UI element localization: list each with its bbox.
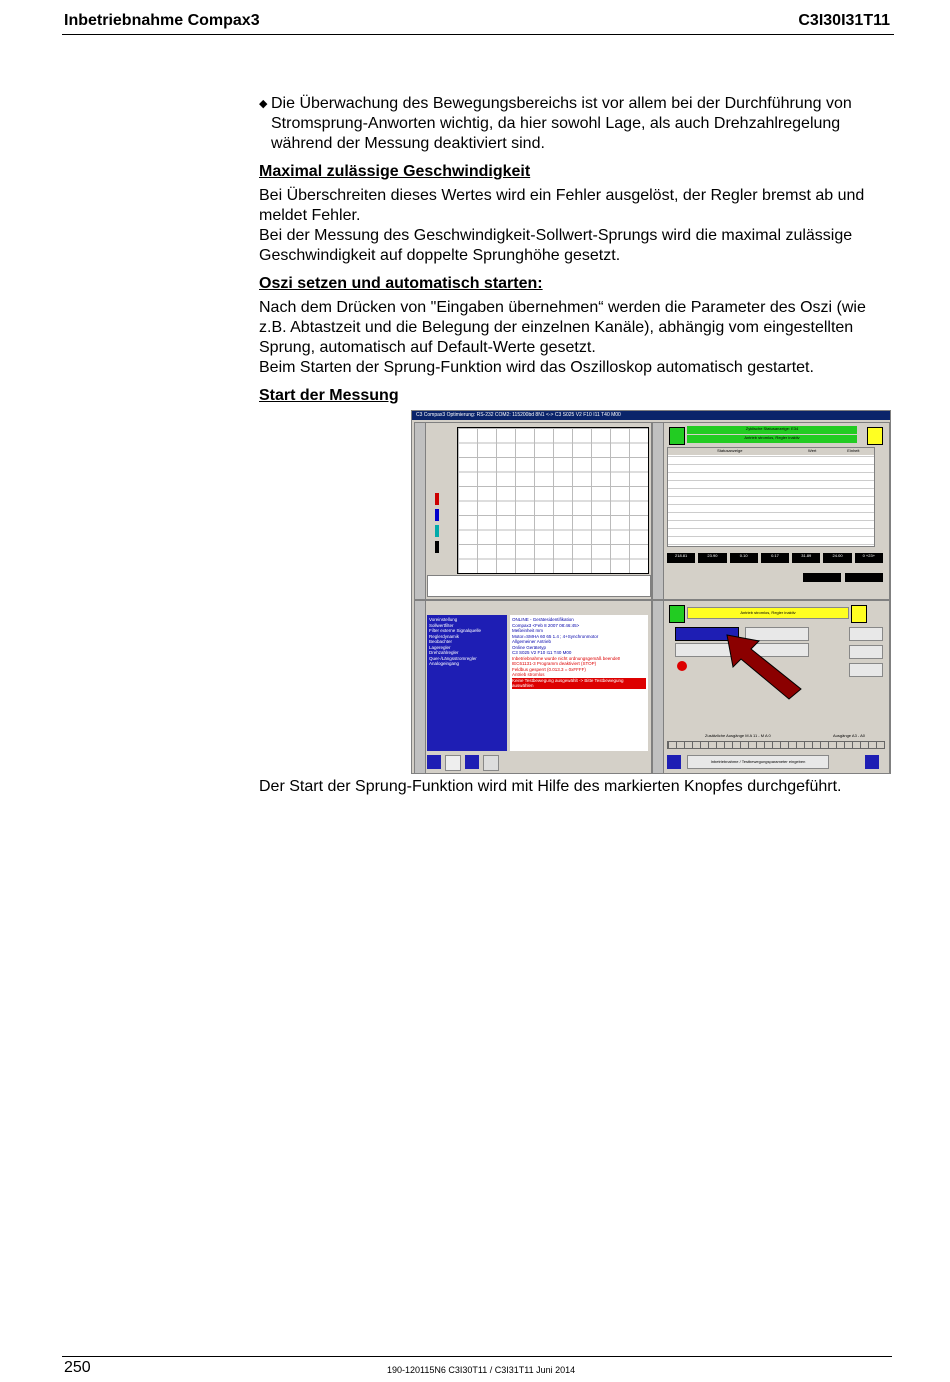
software-screenshot	[411, 410, 891, 774]
screenshot-titlebar: C3 Compax3 Optimierung: RS-232 COM2: 115200bd 8N1 <-> C3 S025 V2 F10 I11 T40 M00	[412, 411, 890, 420]
paragraph: Nach dem Drücken von "Eingaben übernehmen“ werden die Parameter des Oszi (wie z.B. Abtastzeit und die Belegung der einzelnen Kanäle), abhängig vom eingestellten Sprung, automatisch auf Default-Werte gesetzt. Beim Starten der Sprung-Funktion wird das Oszilloskop automatisch gestartet.	[259, 299, 866, 376]
commissioning-bottom-button[interactable]: Inbetriebnahme / Testbewegungsparameter eingeben	[687, 755, 829, 769]
page-header	[62, 10, 894, 35]
drive-status-banner: Antrieb stromlos, Regler inaktiv	[687, 607, 849, 619]
tree-item[interactable]: Voreinstellung	[429, 617, 458, 622]
toolbar-button[interactable]	[483, 755, 499, 771]
footer-doc-code: 190-120115N6 C3I30T11 / C3I31T11 Juni 2014	[387, 1365, 576, 1375]
page-footer	[62, 1356, 892, 1379]
function-button[interactable]	[849, 645, 883, 659]
tree-item[interactable]: Analogeingang	[429, 661, 460, 666]
status-banner-2: Antrieb stromlos, Regler inaktiv	[687, 435, 857, 443]
tree-item[interactable]: Sollwertfilter	[429, 622, 454, 628]
toolbar-button[interactable]	[465, 755, 479, 769]
folder-button-icon[interactable]	[851, 605, 867, 623]
stop-icon[interactable]	[677, 661, 687, 671]
status-sidebar	[653, 423, 664, 599]
diamond-bullet-icon: ◆	[259, 98, 268, 110]
toolbar-button[interactable]	[667, 755, 681, 769]
online-highlight: Keine Testbewegung ausgewählt -> Bitte Testbewegung auswählen	[512, 678, 646, 689]
oscilloscope-panel	[414, 422, 652, 600]
tree-item[interactable]: Reglerdynamik	[429, 633, 460, 639]
status-ok-icon	[669, 427, 685, 445]
readout-row: 218.81 23.90 0.10 0.17 31.89 24.00 0 +23+	[667, 553, 883, 563]
tree-item[interactable]: Filter externe Signalquelle	[429, 628, 482, 633]
oscilloscope-screen	[457, 427, 649, 574]
status-table	[667, 447, 875, 547]
oscilloscope-sidebar	[415, 423, 426, 599]
bullet-text: Die Überwachung des Bewegungsbereichs ist vor allem bei der Durchführung von Stromsprung-Anworten wichtig, da hier sowohl Lage, als auch Drehzahlregelung während der Messung deaktiviert sind.	[271, 95, 852, 152]
online-log: ONLINE - Gerätesidentifikation Compax3 <Feb 8 2007 08:46:45> Meßeinheit mm Motor=SMHA 60 65 1.4 ; 4+Synchronmotor Allgemeiner Antrieb Online Gerätetyp C3 S025 V2 F10 I11 T40 M00 Inbetriebnahme wurde nicht ordnungsgemäß beendet! IEC61131-3 Programm deaktiviert (STOP) Feldbus gesperrt (0.013.3 = 0xFFFF) Antrieb stromlos Keine Testbewegung ausgewählt -> Bitte Testbewegung auswählen	[510, 615, 648, 751]
function-button[interactable]	[849, 627, 883, 641]
optimization-toolbar	[427, 755, 649, 769]
section-heading-max-speed: Maximal zulässige Geschwindigkeit	[259, 163, 531, 180]
optimization-panel	[414, 600, 652, 774]
marker-arrow-icon	[725, 631, 805, 701]
folder-button-icon[interactable]	[867, 427, 883, 445]
outputs-label-2: Ausgänge A3 - A0	[833, 733, 866, 738]
page-number: 250	[64, 1359, 91, 1376]
toolbar-button[interactable]	[865, 755, 879, 769]
analog-readouts	[803, 573, 883, 582]
screenshot-caption: Der Start der Sprung-Funktion wird mit Hilfe des markierten Knopfes durchgeführt.	[259, 778, 842, 795]
tree-item[interactable]: Quer-/Längsstromregler	[429, 655, 477, 661]
status-panel	[652, 422, 890, 600]
function-button[interactable]	[849, 663, 883, 677]
outputs-label: Zusätzliche Ausgänge M A 11 - M A 0	[705, 733, 771, 738]
paragraph: Bei Überschreiten dieses Wertes wird ein Fehler ausgelöst, der Regler bremst ab und meldet Fehler. Bei der Messung des Geschwindigkeit-Sollwert-Sprungs wird die maximal zulässige Geschwindigkeit auf doppelte Sprunghöhe gesetzt.	[259, 187, 865, 264]
right-buttons	[849, 627, 883, 677]
tree-item[interactable]: Lageregler	[429, 644, 451, 650]
output-checkboxes	[667, 741, 885, 749]
status-table-header: Statusanzeige Wert Einheit	[668, 448, 874, 455]
oscilloscope-readout	[427, 575, 651, 597]
parameter-tree[interactable]	[427, 615, 507, 751]
status-banner: Zyklische Statusanzeige: E34	[687, 426, 857, 434]
section-heading-start: Start der Messung	[259, 387, 399, 404]
channel-markers	[435, 493, 439, 553]
toolbar-button[interactable]	[445, 755, 461, 771]
commissioning-sidebar	[653, 601, 664, 773]
toolbar-button[interactable]	[427, 755, 441, 769]
section-heading-oszi: Oszi setzen und automatisch starten:	[259, 275, 543, 292]
main-content	[259, 94, 889, 410]
status-ok-icon	[669, 605, 685, 623]
bullet-item	[259, 94, 889, 154]
header-doc-code: C3I30I31T11	[798, 12, 890, 29]
commissioning-panel	[652, 600, 890, 774]
tree-item[interactable]: Beobachter	[429, 639, 453, 644]
header-title: Inbetriebnahme Compax3	[64, 12, 260, 29]
optimization-sidebar	[415, 601, 426, 773]
tree-item[interactable]: Drehzahlregler	[429, 650, 459, 655]
